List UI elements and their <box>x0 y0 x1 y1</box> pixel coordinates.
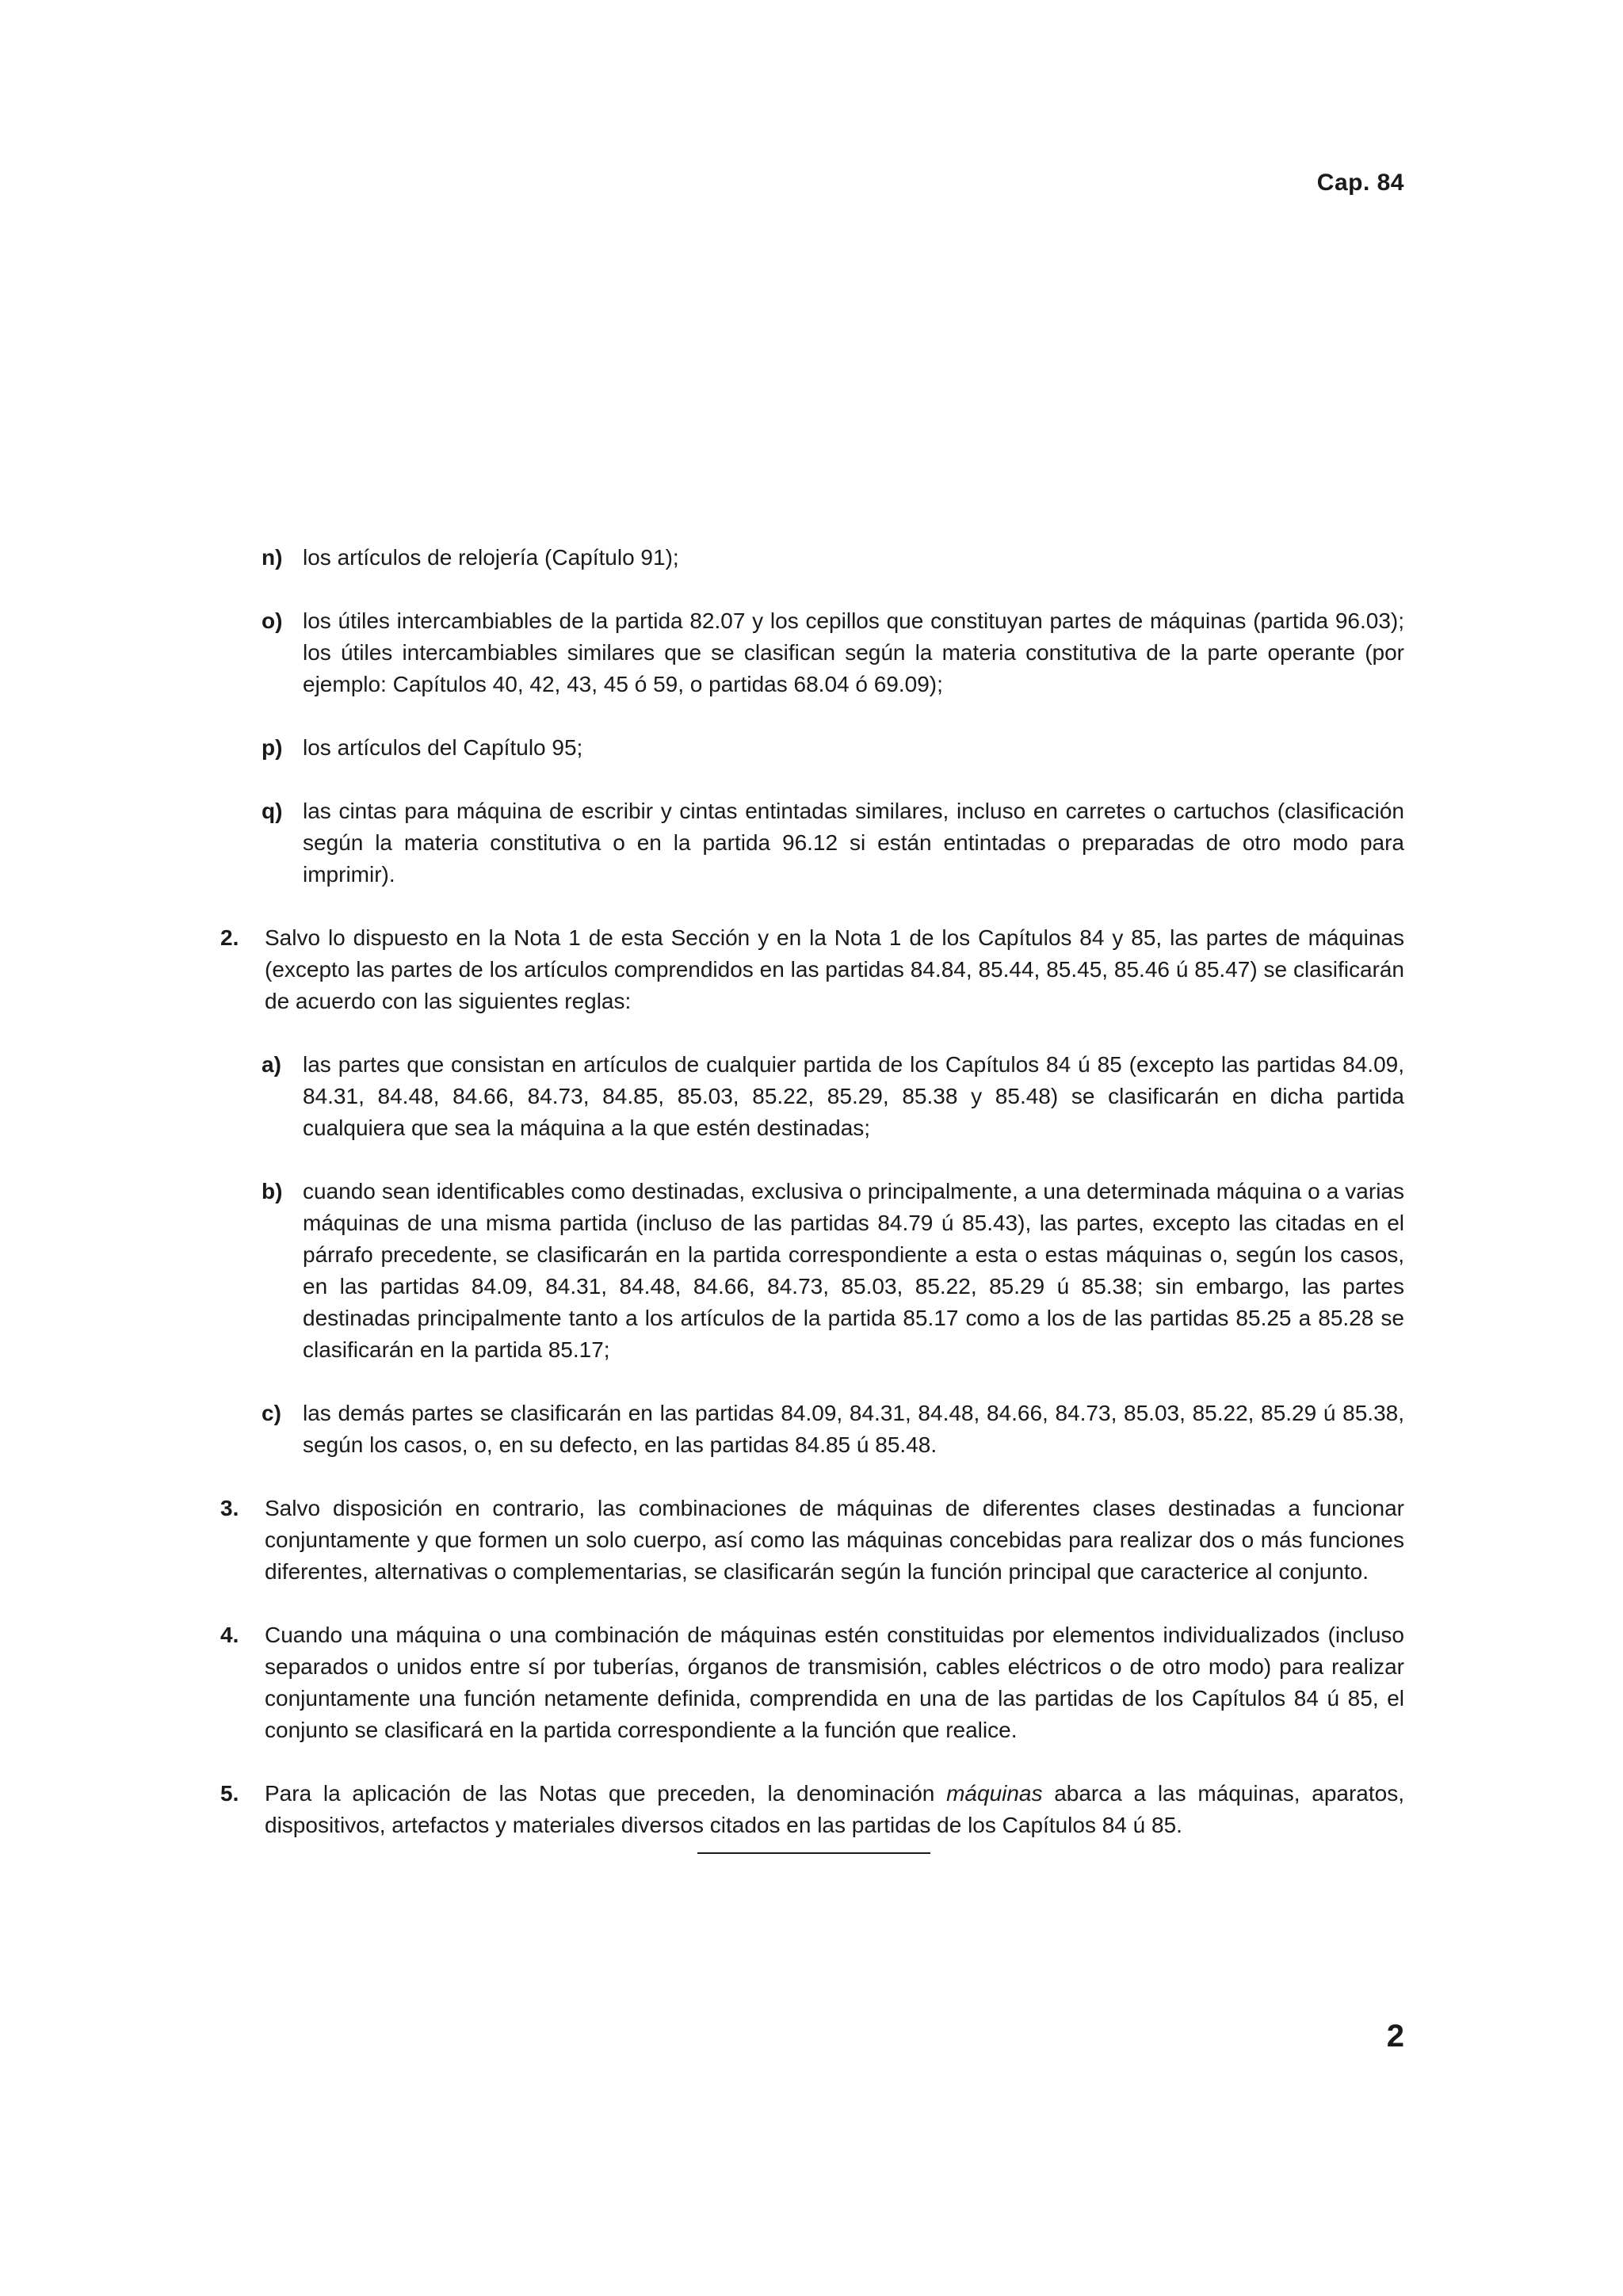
note2-item-a <box>220 1049 1404 1144</box>
item-marker: p) <box>262 735 283 760</box>
note-marker: 2. <box>220 925 239 950</box>
note-marker: 5. <box>220 1781 239 1806</box>
note-2 <box>220 922 1404 1017</box>
note-text <box>265 1781 1404 1837</box>
page-number: 2 <box>1386 2019 1404 2054</box>
note-4 <box>220 1619 1404 1746</box>
item-text: los útiles intercambiables de la partida 82.07 y los cepillos que constituyan partes de máquinas (partida 96.03); los útiles intercambiables similares que se clasifican según la materia constitutiva de la parte operante (por ejemplo: Capítulos 40, 42, 43, 45 ó 59, o partidas 68.04 ó 69.09); <box>303 608 1404 696</box>
note2-item-c <box>220 1398 1404 1461</box>
item-text: los artículos del Capítulo 95; <box>303 735 583 760</box>
chapter-header: Cap. 84 <box>1316 170 1404 196</box>
note-text: Cuando una máquina o una combinación de máquinas estén constituidas por elementos individualizados (incluso separados o unidos entre sí por tuberías, órganos de transmisión, cables eléctricos o de otro modo) para realizar conjuntamente una función netamente definida, comprendida en una de las partidas de los Capítulos 84 ú 85, el conjunto se clasificará en la partida correspondiente a la función que realice. <box>265 1623 1404 1742</box>
note1-item-n <box>220 542 1404 574</box>
item-marker: n) <box>262 545 283 570</box>
item-text: los artículos de relojería (Capítulo 91); <box>303 545 679 570</box>
item-marker: c) <box>262 1401 281 1425</box>
item-marker: q) <box>262 799 283 823</box>
note-text-italic: máquinas <box>946 1781 1043 1806</box>
section-end-divider <box>697 1852 930 1854</box>
item-marker: b) <box>262 1179 283 1203</box>
note-text-after: abarca a las máquinas, aparatos, dispositivos, artefactos y materiales diversos citados en las partidas de los Capítulos 84 ú 85. <box>265 1781 1404 1837</box>
note-text-before: Para la aplicación de las Notas que preceden, la denominación <box>265 1781 947 1806</box>
note1-item-o <box>220 605 1404 700</box>
note1-item-p <box>220 732 1404 764</box>
note2-item-b <box>220 1176 1404 1366</box>
document-body <box>220 542 1404 1854</box>
item-text: cuando sean identificables como destinadas, exclusiva o principalmente, a una determinada máquina o a varias máquinas de una misma partida (incluso de las partidas 84.79 ú 85.43), las partes, excepto las citadas en el párrafo precedente, se clasificarán en la partida correspondiente a esta o estas máquinas o, según los casos, en las partidas 84.09, 84.31, 84.48, 84.66, 84.73, 85.03, 85.22, 85.29 ú 85.38; sin embargo, las partes destinadas principalmente tanto a los artículos de la partida 85.17 como a los de las partidas 85.25 a 85.28 se clasificarán en la partida 85.17; <box>303 1179 1404 1362</box>
note-text: Salvo disposición en contrario, las combinaciones de máquinas de diferentes clases destinadas a funcionar conjuntamente y que formen un solo cuerpo, así como las máquinas concebidas para realizar dos o más funciones diferentes, alternativas o complementarias, se clasificarán según la función principal que caractericе al conjunto. <box>265 1496 1404 1584</box>
note-text: Salvo lo dispuesto en la Nota 1 de esta Sección y en la Nota 1 de los Capítulos 84 y 85, las partes de máquinas (excepto las partes de los artículos comprendidos en las partidas 84.84, 85.44, 85.45, 85.46 ú 85.47) se clasificarán de acuerdo con las siguientes reglas: <box>265 925 1404 1013</box>
item-text: las cintas para máquina de escribir y cintas entintadas similares, incluso en carretes o cartuchos (clasificación según la materia constitutiva o en la partida 96.12 si están entintadas o preparadas de otro modo para imprimir). <box>303 799 1404 887</box>
item-text: las partes que consistan en artículos de cualquier partida de los Capítulos 84 ú 85 (excepto las partidas 84.09, 84.31, 84.48, 84.66, 84.73, 84.85, 85.03, 85.22, 85.29, 85.38 y 85.48) se clasificarán en dicha partida cualquiera que sea la máquina a la que estén destinadas; <box>303 1052 1404 1140</box>
item-marker: a) <box>262 1052 281 1077</box>
note-marker: 4. <box>220 1623 239 1647</box>
item-marker: o) <box>262 608 283 633</box>
note-marker: 3. <box>220 1496 239 1520</box>
item-text: las demás partes se clasificarán en las partidas 84.09, 84.31, 84.48, 84.66, 84.73, 85.03, 85.22, 85.29 ú 85.38, según los casos, o, en su defecto, en las partidas 84.85 ú 85.48. <box>303 1401 1404 1457</box>
note1-item-q <box>220 795 1404 891</box>
note-3 <box>220 1493 1404 1588</box>
note-5 <box>220 1778 1404 1841</box>
